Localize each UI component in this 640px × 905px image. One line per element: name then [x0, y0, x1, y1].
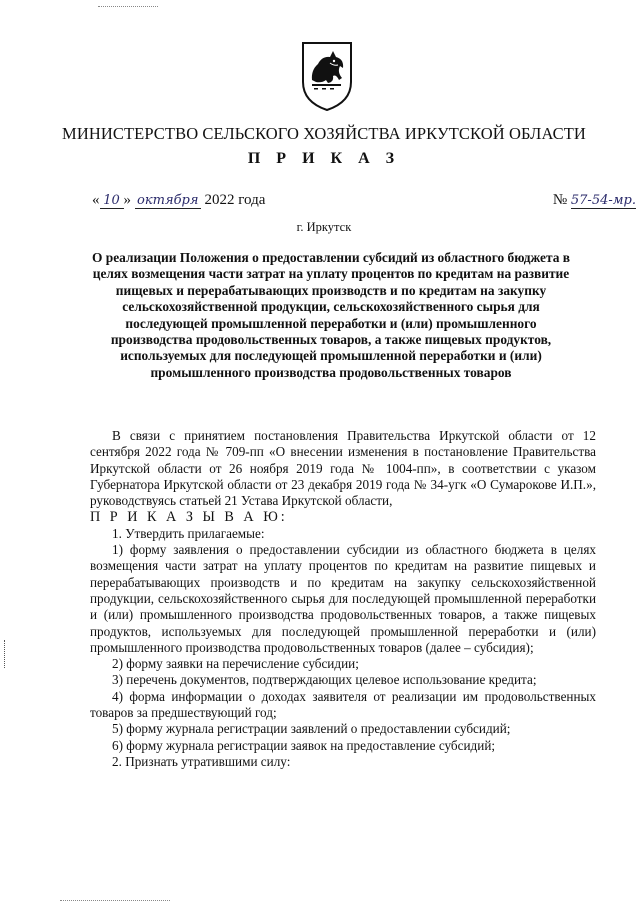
scan-artifact	[4, 640, 7, 668]
item-2: 2. Признать утратившими силу:	[112, 753, 291, 769]
number-sign: №	[552, 192, 568, 208]
item-1-4: 4) форма информации о доходах заявителя от реализации им продовольственных товаров за предшествующий год;	[90, 688, 596, 721]
order-number	[553, 192, 636, 209]
decree-heading: П Р И К А З Ы В А Ю:	[90, 509, 288, 526]
item-1: 1. Утвердить прилагаемые:	[112, 525, 265, 541]
date-open-quote: «	[92, 192, 100, 208]
item-1-6: 6) форму журнала регистрации заявок на предоставление субсидий;	[112, 737, 496, 753]
item-1-5: 5) форму журнала регистрации заявлений о предоставлении субсидий;	[112, 721, 511, 737]
item-1-1: 1) форму заявления о предоставлении субсидии из областного бюджета в целях возмещения части затрат на уплату процентов по кредитам на развитие пищевых и перерабатывающих производств и по кредитам на закупку сельскохозяйственной продукции, сельскохозяйственного сырья для последующей промышленной переработки и (или) промышленного производства продовольственных товаров, а также пищевых продуктов, используемых для последующей промышленной переработки и (или) промышленного производства продовольственных товаров (далее – субсидия);	[90, 542, 596, 655]
order-body	[90, 428, 596, 770]
scan-artifact	[98, 0, 158, 7]
ministry-name: МИНИСТЕРСТВО СЕЛЬСКОГО ХОЗЯЙСТВА ИРКУТСКОЙ ОБЛАСТИ	[62, 124, 586, 143]
item-1-2: 2) форму заявки на перечисление субсидии;	[112, 656, 359, 672]
date-day: 10	[100, 193, 124, 209]
city: г. Иркутск	[296, 220, 352, 234]
date-close-quote: »	[123, 192, 131, 208]
item-1-3: 3) перечень документов, подтверждающих целевое использование кредита;	[112, 672, 537, 688]
scan-artifact	[60, 896, 170, 901]
irkutsk-coat-of-arms-icon	[300, 40, 354, 112]
order-date	[92, 192, 265, 209]
document-type: П Р И К А З	[247, 150, 401, 167]
date-month: октября	[135, 193, 201, 209]
number-value: 57-54-мр.	[570, 193, 636, 208]
date-year: 2022 года	[200, 192, 266, 208]
preamble: В связи с принятием постановления Правительства Иркутской области от 12 сентября 2022 года № 709-пп «О внесении изменения в постановление Правительства Иркутской области от 26 ноября 2019 года № 1004-пп», в соответствии с указом Губернатора Иркутской области от 23 декабря 2019 года № 34-угк «О Сумарокове И.П.», руководствуясь статьей 21 Устава Иркутской области,	[90, 428, 596, 509]
order-title: О реализации Положения о предоставлении субсидий из областного бюджета в целях возмещения части затрат на уплату процентов по кредитам на развитие пищевых и перерабатывающих производств и по кредитам на закупку сельскохозяйственной продукции, сельскохозяйственного сырья для последующей промышленной переработки и (или) промышленного производства продовольственных товаров, а также пищевых продуктов, используемых для последующей промышленной переработки и (или) промышленного производства продовольственных товаров	[92, 250, 570, 380]
